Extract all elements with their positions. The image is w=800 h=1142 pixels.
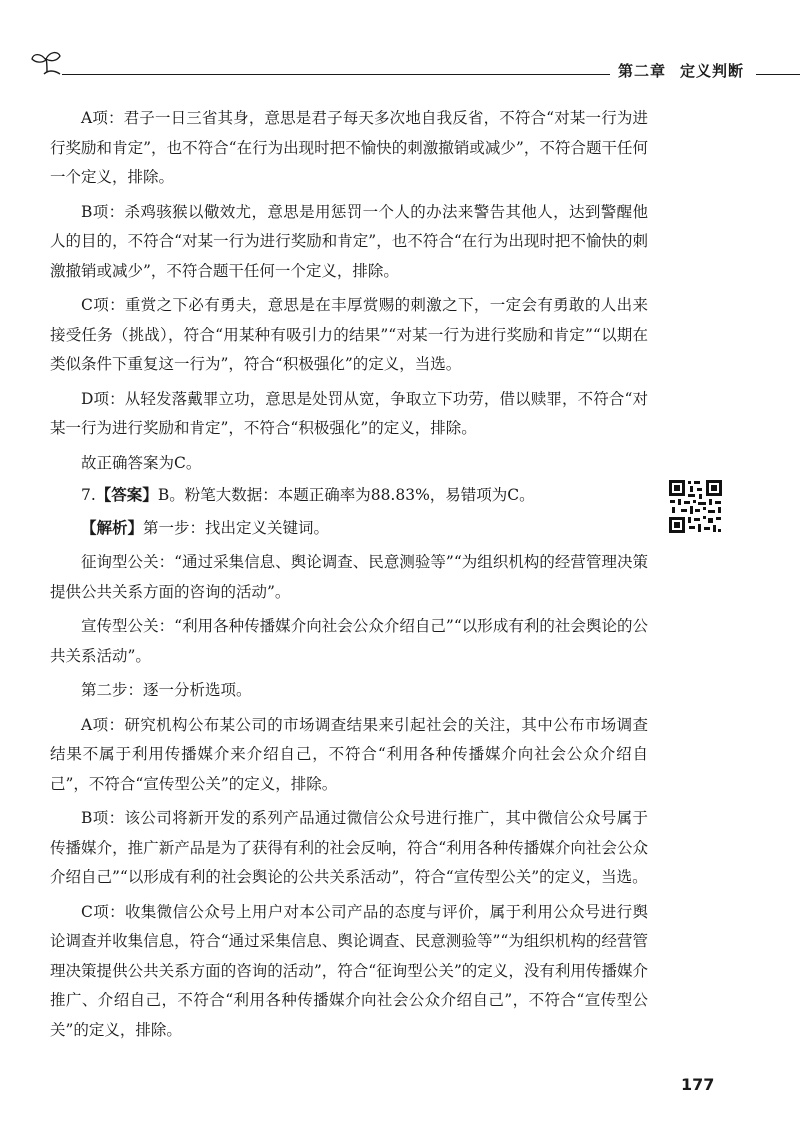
analysis-text: 第一步：找出定义关键词。 (143, 518, 330, 537)
answer-text: B。粉笔大数据：本题正确率为88.83%，易错项为C。 (157, 486, 535, 504)
sprout-icon (30, 48, 64, 78)
chapter-title (618, 60, 744, 81)
paragraph-option-c-explanation: C项：重赏之下必有勇夫，意思是在丰厚赏赐的刺激之下，一定会有勇敢的人出来接受任务（挑战），符合“用某种有吸引力的结果”“对某一行为进行奖励和肯定”“以期在类似条件下重复这一行为”，符合“积极强化”的定义，当选。 (50, 296, 648, 373)
question-number: 7. (81, 486, 96, 504)
answer-label: 【答案】 (95, 485, 158, 504)
page-number: 177 (681, 1075, 715, 1094)
paragraph-answer-7 (50, 480, 648, 511)
paragraph-option-a-analysis: A项：研究机构公布某公司的市场调查结果来引起社会的关注，其中公布市场调查结果不属于利用传播媒介来介绍自己，不符合“利用各种传播媒介向社会公众介绍自己”，不符合“宣传型公关”的定义，排除。 (50, 715, 648, 793)
paragraph-option-d-explanation: D项：从轻发落戴罪立功，意思是处罚从宽，争取立下功劳，借以赎罪，不符合“对某一行为进行奖励和肯定”，不符合“积极强化”的定义，排除。 (50, 389, 648, 437)
analysis-label: 【解析】 (81, 517, 144, 537)
paragraph-step-two: 第二步：逐一分析选项。 (81, 681, 252, 699)
paragraph-answer-conclusion: 故正确答案为C。 (81, 453, 202, 472)
page-header (30, 48, 800, 88)
main-content (50, 104, 648, 1050)
paragraph-option-a-explanation: A项：君子一日三省其身，意思是君子每天多次地自我反省，不符合“对某一行为进行奖励和肯定”，也不符合“在行为出现时把不愉快的刺激撤销或减少”，不符合题干任何一个定义，排除。 (50, 109, 648, 186)
chapter-label: 第二章 (618, 62, 667, 80)
paragraph-option-c-analysis: C项：收集微信公众号上用户对本公司产品的态度与评价，属于利用公众号进行舆论调查并收集信息，符合“通过采集信息、舆论调查、民意测验等”“为组织机构的经营管理决策提供公共关系方面的咨询的活动”，符合“征询型公关”的定义，没有利用传播媒介推广、介绍自己，不符合“利用各种传播媒介向社会公众介绍自己”，不符合“宣传型公关”的定义，排除。 (50, 902, 648, 1039)
qr-code-icon[interactable] (668, 479, 723, 534)
paragraph-option-b-explanation: B项：杀鸡骇猴以儆效尤，意思是用惩罚一个人的办法来警告其他人，达到警醒他人的目的，不符合“对某一行为进行奖励和肯定”，也不符合“在行为出现时把不愉快的刺激撤销或减少”，不符合题干任何一个定义，排除。 (50, 202, 648, 280)
header-rule-left (62, 74, 610, 75)
paragraph-option-b-analysis: B项：该公司将新开发的系列产品通过微信公众号进行推广，其中微信公众号属于传播媒介，推广新产品是为了获得有利的社会反响，符合“利用各种传播媒介向社会公众介绍自己”“以形成有利的社会舆论的公共关系活动”，符合“宣传型公关”的定义，当选。 (50, 809, 648, 886)
chapter-topic: 定义判断 (680, 62, 745, 80)
paragraph-analysis (50, 513, 648, 544)
paragraph-definition-publicity: 宣传型公关：“利用各种传播媒介向社会公众介绍自己”“以形成有利的社会舆论的公共关系活动”。 (50, 617, 648, 665)
header-rule-right (756, 74, 800, 75)
paragraph-definition-consult: 征询型公关：“通过采集信息、舆论调查、民意测验等”“为组织机构的经营管理决策提供公共关系方面的咨询的活动”。 (50, 553, 648, 601)
